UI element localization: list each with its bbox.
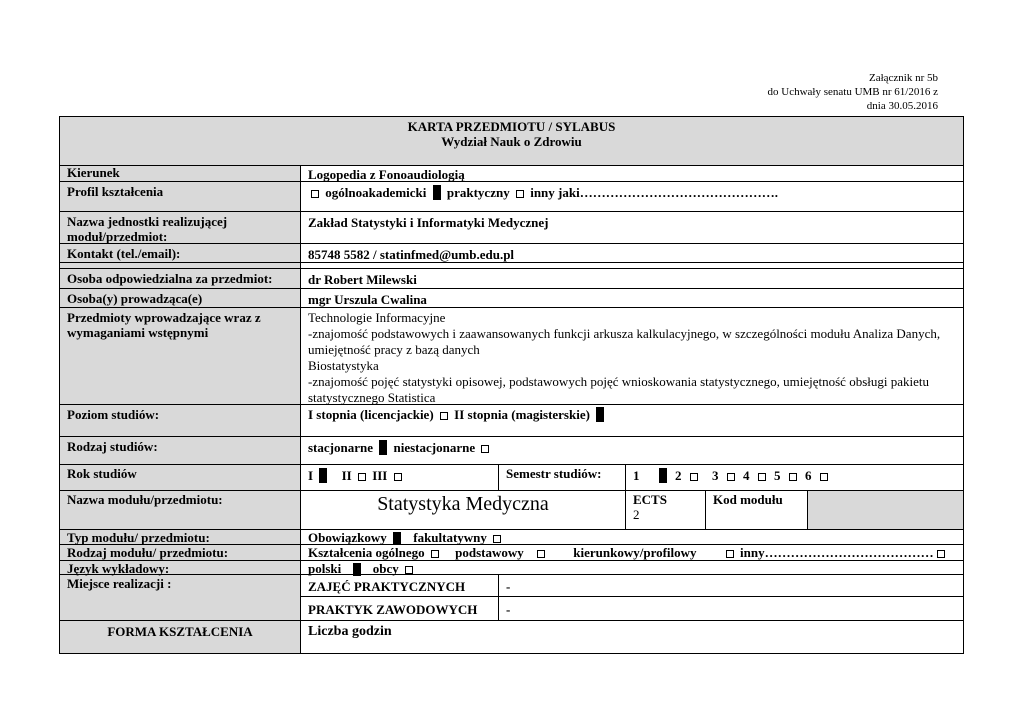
semestr-label: Semestr studiów: bbox=[506, 466, 602, 481]
checkbox-inny[interactable] bbox=[516, 190, 524, 198]
rok-opt-iii: III bbox=[372, 468, 388, 483]
typ-opt-fakultatywny: fakultatywny bbox=[413, 530, 487, 545]
semestr-opt-4: 4 bbox=[743, 468, 750, 483]
profil-options bbox=[301, 183, 961, 202]
typ-opt-obowiazkowy: Obowiązkowy bbox=[308, 530, 387, 545]
miejsce-opt-zajec: ZAJĘĆ PRAKTYCZNYCH bbox=[308, 579, 466, 594]
rodzaj-modulu-opt-4: inny………………………………… bbox=[740, 545, 934, 560]
ects-label: ECTS bbox=[633, 492, 667, 507]
checkbox-sem-1-checked[interactable] bbox=[659, 468, 667, 483]
rodzaj-opt-stacjonarne: stacjonarne bbox=[308, 440, 373, 455]
semestr-opt-1: 1 bbox=[633, 468, 640, 483]
attachment-line-2: do Uchwały senatu UMB nr 61/2016 z bbox=[767, 86, 938, 98]
divider-v bbox=[807, 490, 808, 529]
miejsce-val-praktyk: - bbox=[506, 602, 511, 617]
checkbox-stacjonarne-checked[interactable] bbox=[379, 440, 387, 455]
wprowadzajace-line-1: Technologie Informacyjne bbox=[308, 310, 446, 325]
checkbox-inny-modul[interactable] bbox=[937, 550, 945, 558]
miejsce-label: Miejsce realizacji : bbox=[67, 576, 172, 591]
ects-box bbox=[626, 490, 705, 524]
kontakt-label: Kontakt (tel./email): bbox=[67, 246, 181, 261]
rodzaj-studiow-label: Rodzaj studiów: bbox=[67, 439, 158, 454]
checkbox-sem-2[interactable] bbox=[690, 473, 698, 481]
rodzaj-opt-niestacjonarne: niestacjonarne bbox=[393, 440, 476, 455]
wprowadzajace-line-2: -znajomość podstawowych i zaawansowanych funkcji arkusza kalkulacyjnego, w szczególności modułu Analiza Danych, umiejętność pracy z bazą danych bbox=[308, 326, 941, 357]
forma-label: FORMA KSZTAŁCENIA bbox=[107, 624, 253, 639]
ects-value: 2 bbox=[633, 507, 640, 522]
jezyk-options bbox=[301, 559, 961, 578]
kierunek-label: Kierunek bbox=[67, 165, 120, 180]
checkbox-ogolnoakademicki[interactable] bbox=[311, 190, 319, 198]
profil-opt-inny: inny jaki………………………………………. bbox=[530, 185, 778, 200]
rodzaj-studiow-options bbox=[301, 438, 961, 457]
checkbox-rok-i-checked[interactable] bbox=[319, 468, 327, 483]
title-main: KARTA PRZEDMIOTU / SYLABUS bbox=[407, 119, 616, 134]
checkbox-polski-checked[interactable] bbox=[353, 563, 361, 576]
attachment-header bbox=[768, 71, 938, 113]
checkbox-ii-stopnia-checked[interactable] bbox=[596, 407, 604, 422]
checkbox-rok-ii[interactable] bbox=[358, 473, 366, 481]
prowadzacy-value: mgr Urszula Cwalina bbox=[308, 292, 427, 307]
jednostka-label: Nazwa jednostki realizującej moduł/przedmiot: bbox=[67, 214, 228, 244]
checkbox-rok-iii[interactable] bbox=[394, 473, 402, 481]
checkbox-ksztalcenia-ogolnego[interactable] bbox=[431, 550, 439, 558]
kod-value-bg bbox=[808, 491, 963, 529]
checkbox-praktyczny-checked[interactable] bbox=[433, 185, 441, 200]
attachment-line-1: Załącznik nr 5b bbox=[868, 72, 938, 84]
poziom-opt-1: I stopnia (licencjackie) bbox=[308, 407, 434, 422]
checkbox-obcy[interactable] bbox=[405, 566, 413, 574]
semestr-opt-2: 2 bbox=[675, 468, 682, 483]
osoba-label: Osoba odpowiedzialna za przedmiot: bbox=[67, 271, 273, 286]
forma-value: Liczba godzin bbox=[308, 624, 392, 639]
rok-options bbox=[301, 466, 497, 485]
jednostka-value: Zakład Statystyki i Informatyki Medycznej bbox=[308, 215, 549, 230]
miejsce-opt-praktyk: PRAKTYK ZAWODOWYCH bbox=[308, 602, 478, 617]
rok-opt-ii: II bbox=[341, 468, 352, 483]
poziom-options bbox=[301, 405, 961, 424]
attachment-line-3: dnia 30.05.2016 bbox=[866, 100, 938, 112]
checkbox-podstawowy[interactable] bbox=[537, 550, 545, 558]
wprowadzajace-line-3: Biostatystyka bbox=[308, 358, 379, 373]
typ-label: Typ modułu/ przedmiotu: bbox=[67, 530, 210, 545]
checkbox-sem-5[interactable] bbox=[789, 473, 797, 481]
miejsce-val-zajec: - bbox=[506, 579, 511, 594]
wprowadzajace-value bbox=[301, 308, 961, 408]
checkbox-sem-3[interactable] bbox=[727, 473, 735, 481]
modul-value: Statystyka Medyczna bbox=[377, 493, 549, 515]
title-sub: Wydział Nauk o Zdrowiu bbox=[441, 134, 582, 149]
title-box bbox=[59, 116, 964, 166]
jezyk-opt-polski: polski bbox=[308, 561, 342, 576]
modul-label: Nazwa modułu/przedmiotu: bbox=[67, 492, 223, 507]
wprowadzajace-line-4: -znajomość pojęć statystyki opisowej, podstawowych pojęć wnioskowania statystycznego, umiejętność obsługi pakietu statystycznego Statistica bbox=[308, 374, 929, 405]
checkbox-niestacjonarne[interactable] bbox=[481, 445, 489, 453]
rok-spacer-bg bbox=[60, 455, 300, 464]
osoba-value: dr Robert Milewski bbox=[308, 272, 417, 287]
rok-opt-i: I bbox=[308, 468, 314, 483]
rodzaj-modulu-opt-3: kierunkowy/profilowy bbox=[573, 545, 697, 560]
poziom-label: Poziom studiów: bbox=[67, 407, 160, 422]
semestr-options bbox=[626, 466, 962, 485]
poziom-opt-2: II stopnia (magisterskie) bbox=[454, 407, 590, 422]
prowadzacy-label: Osoba(y) prowadząca(e) bbox=[67, 291, 203, 306]
semestr-opt-3: 3 bbox=[712, 468, 719, 483]
profil-opt-praktyczny: praktyczny bbox=[446, 185, 510, 200]
jezyk-opt-obcy: obcy bbox=[372, 561, 399, 576]
rok-label: Rok studiów bbox=[67, 466, 137, 481]
divider-h bbox=[59, 620, 964, 621]
divider-h bbox=[300, 596, 964, 597]
kod-modulu-label: Kod modułu bbox=[713, 492, 783, 507]
profil-opt-ogolnoakademicki: ogólnoakademicki bbox=[325, 185, 427, 200]
checkbox-sem-6[interactable] bbox=[820, 473, 828, 481]
rodzaj-modulu-opt-1: Kształcenia ogólnego bbox=[308, 545, 425, 560]
rodzaj-modulu-label: Rodzaj modułu/ przedmiotu: bbox=[67, 545, 229, 560]
kierunek-value: Logopedia z Fonoaudiologią bbox=[308, 167, 465, 182]
checkbox-fakultatywny[interactable] bbox=[493, 535, 501, 543]
wprowadzajace-label: Przedmioty wprowadzające wraz z wymaganiami wstępnymi bbox=[67, 310, 261, 340]
checkbox-i-stopnia[interactable] bbox=[440, 412, 448, 420]
checkbox-sem-4[interactable] bbox=[758, 473, 766, 481]
kontakt-value: 85748 5582 / statinfmed@umb.edu.pl bbox=[308, 247, 515, 262]
checkbox-kierunkowy[interactable] bbox=[726, 550, 734, 558]
jezyk-label: Język wykładowy: bbox=[67, 561, 170, 576]
profil-label: Profil kształcenia bbox=[67, 184, 164, 199]
rodzaj-modulu-opt-2: podstawowy bbox=[455, 545, 524, 560]
semestr-opt-6: 6 bbox=[805, 468, 812, 483]
semestr-opt-5: 5 bbox=[774, 468, 781, 483]
